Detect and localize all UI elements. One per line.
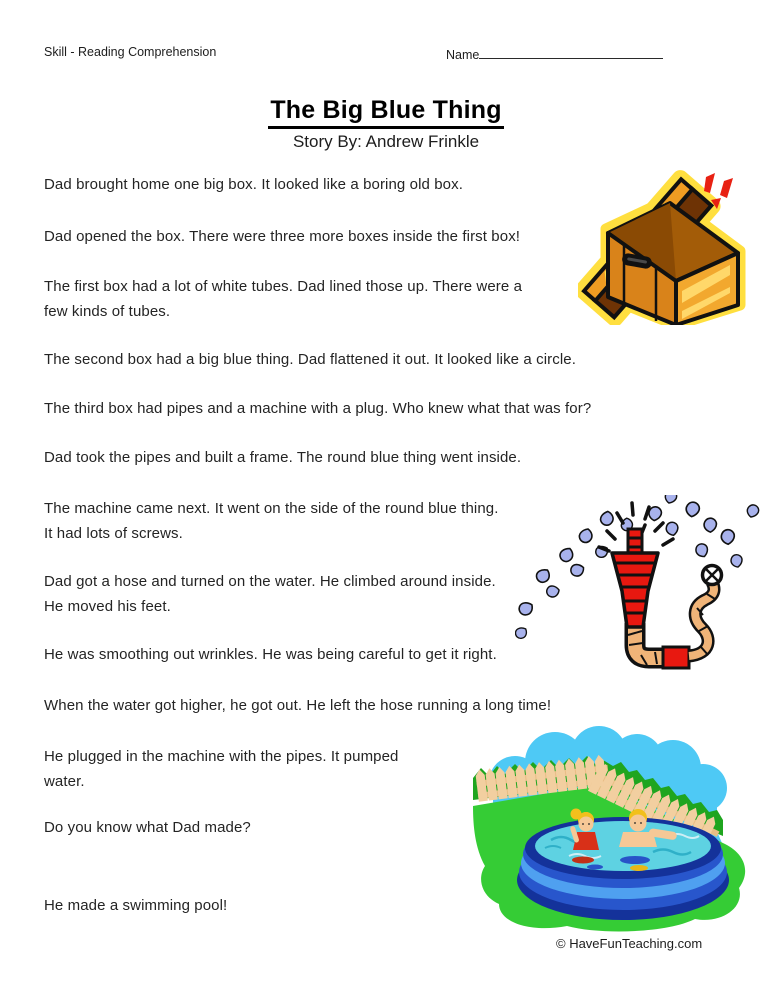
story-paragraph bbox=[44, 570, 496, 619]
swimming-pool-icon bbox=[473, 720, 772, 935]
story-paragraph bbox=[44, 643, 497, 668]
story-line: It had lots of screws. bbox=[44, 524, 183, 542]
skill-label: Skill - Reading Comprehension bbox=[44, 45, 217, 59]
story-line: He made a swimming pool! bbox=[44, 897, 228, 914]
footer-credit: © HaveFunTeaching.com bbox=[556, 936, 703, 951]
story-line: The machine came next. It went on the side of the round blue thing. bbox=[44, 500, 499, 517]
story-line: Do you know what Dad made? bbox=[44, 819, 251, 836]
garden-hose bbox=[689, 582, 715, 656]
story-line: Dad opened the box. There were three more boxes inside the first box! bbox=[44, 228, 521, 245]
story-paragraph bbox=[44, 745, 399, 794]
story-line: Dad brought home one big box. It looked like a boring old box. bbox=[44, 176, 463, 193]
story-line: few kinds of tubes. bbox=[44, 302, 171, 320]
name-label: Name bbox=[446, 48, 480, 62]
story-line: Dad took the pipes and built a frame. The round blue thing went inside. bbox=[44, 449, 522, 466]
story-paragraph bbox=[44, 497, 498, 546]
story-paragraph bbox=[44, 348, 576, 373]
faucet-valve-icon bbox=[703, 566, 722, 585]
story-paragraph bbox=[44, 225, 520, 250]
story-line: The second box had a big blue thing. Dad flattened it out. It looked like a circle. bbox=[44, 351, 576, 368]
hose-coupling bbox=[663, 647, 689, 668]
story-line: When the water got higher, he got out. He left the hose running a long time! bbox=[44, 697, 552, 714]
story-paragraph bbox=[44, 894, 227, 919]
story-line: He moved his feet. bbox=[44, 597, 171, 615]
title-block bbox=[0, 96, 772, 129]
open-box-icon bbox=[578, 163, 750, 325]
story-paragraph bbox=[44, 173, 463, 198]
story-line: He was smoothing out wrinkles. He was being careful to get it right. bbox=[44, 646, 497, 663]
story-paragraph bbox=[44, 275, 522, 324]
story-line: He plugged in the machine with the pipes. It pumped bbox=[44, 748, 399, 765]
story-line: The first box had a lot of white tubes. Dad lined those up. There were a bbox=[44, 278, 523, 295]
story-paragraph bbox=[44, 446, 521, 471]
hose-elbow bbox=[628, 623, 665, 665]
name-field bbox=[446, 45, 663, 62]
sprinkler-icon bbox=[515, 495, 772, 675]
page-title: The Big Blue Thing bbox=[268, 96, 503, 129]
story-paragraph bbox=[44, 816, 251, 841]
story-paragraph bbox=[44, 397, 591, 422]
name-blank-line bbox=[479, 45, 663, 59]
sprinkler-head bbox=[612, 529, 658, 627]
story-line: The third box had pipes and a machine with a plug. Who knew what that was for? bbox=[44, 400, 592, 417]
story-line: Dad got a hose and turned on the water. He climbed around inside. bbox=[44, 573, 496, 590]
story-line: water. bbox=[44, 772, 85, 790]
story-byline: Story By: Andrew Frinkle bbox=[292, 132, 480, 151]
story-paragraph bbox=[44, 694, 551, 719]
